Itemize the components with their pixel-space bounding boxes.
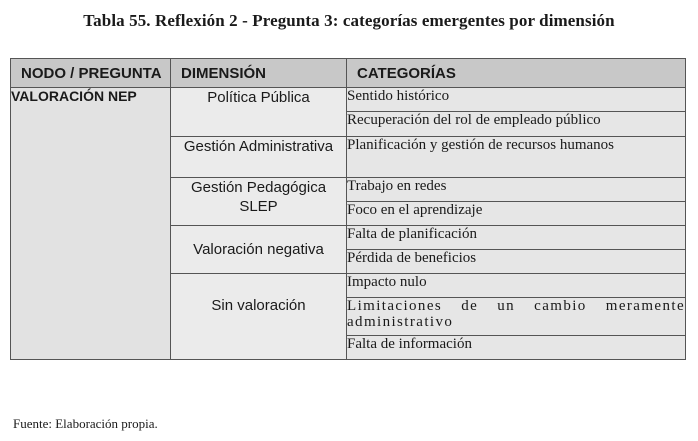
dimension-cell: Política Pública [171,88,347,137]
category-cell: Limitaciones de un cambio meramente administrativo [347,298,686,336]
category-cell: Impacto nulo [347,274,686,298]
header-row [11,59,686,88]
category-cell: Planificación y gestión de recursos humanos [347,137,686,178]
header-dimension: DIMENSIÓN [171,59,347,88]
source-note: Fuente: Elaboración propia. [13,416,158,431]
category-cell: Falta de información [347,336,686,360]
dimension-cell: Gestión Administrativa [171,137,347,178]
node-cell: VALORACIÓN NEP [11,88,171,360]
dimension-cell: Valoración negativa [171,226,347,274]
category-cell: Pérdida de beneficios [347,250,686,274]
category-cell: Foco en el aprendizaje [347,202,686,226]
table-title: Tabla 55. Reflexión 2 - Pregunta 3: categorías emergentes por dimensión [83,11,615,30]
header-nodo: NODO / PREGUNTA [11,59,171,88]
header-categorias: CATEGORÍAS [347,59,686,88]
table-row [11,88,686,112]
category-cell: Sentido histórico [347,88,686,112]
dimension-cell: Sin valoración [171,274,347,360]
dimension-cell: Gestión Pedagógica SLEP [171,178,347,226]
category-cell: Falta de planificación [347,226,686,250]
category-cell: Trabajo en redes [347,178,686,202]
category-cell: Recuperación del rol de empleado público [347,112,686,137]
categories-table [10,58,686,360]
